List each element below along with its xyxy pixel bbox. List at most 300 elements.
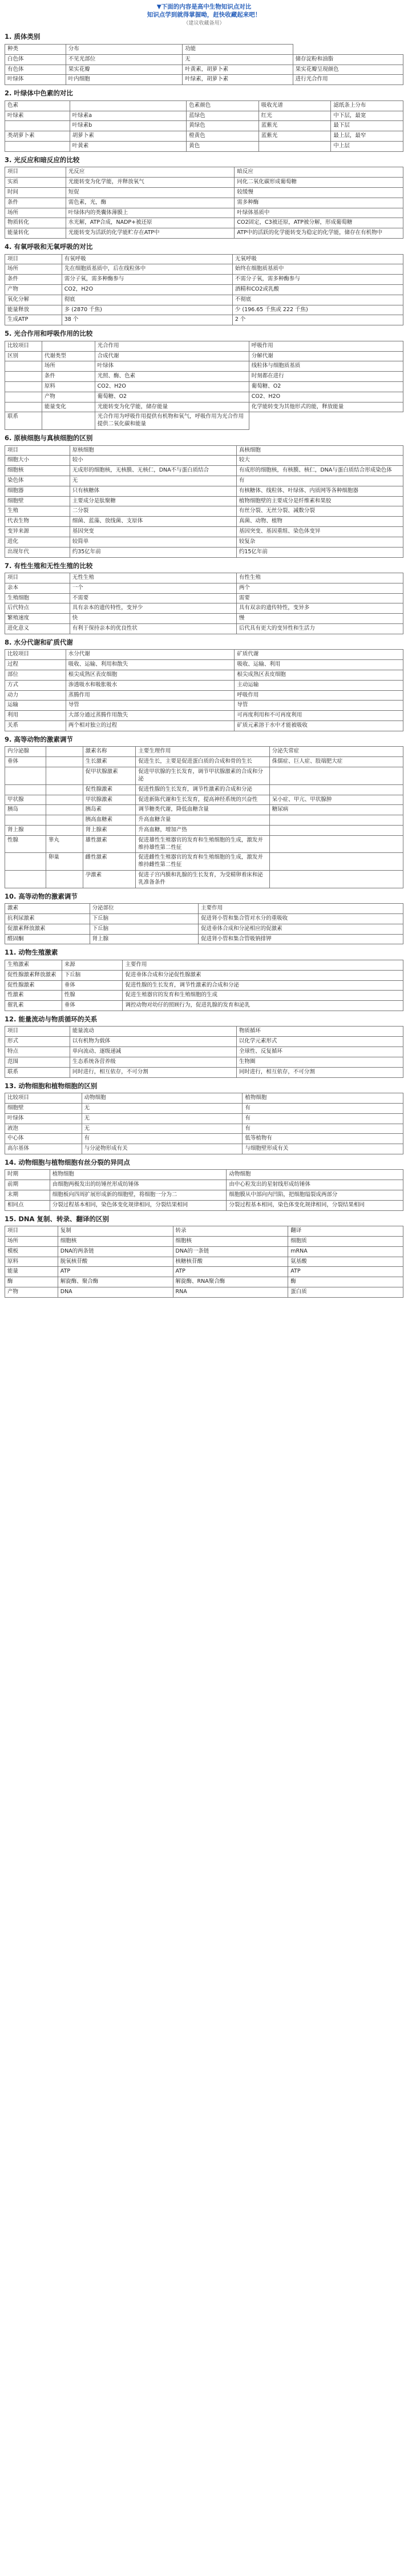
table-row (5, 690, 403, 701)
table-cell: 分泌部位 (90, 904, 198, 914)
table-cell: 38 个 (62, 315, 232, 325)
table-cell: 主要作用 (123, 960, 403, 970)
table-cell: 细胞板向四周扩展形成新的细胞壁，将细胞一分为二 (50, 1190, 227, 1201)
content-area (0, 29, 408, 1297)
table-cell: 具有亲本的遗传特性，变异少 (70, 603, 236, 614)
table-cell: 呼吸作用 (235, 690, 403, 701)
table-cell: 能量 (5, 1267, 58, 1277)
table-cell: 慢 (236, 614, 403, 624)
table-cell: 分布 (66, 45, 182, 55)
table-cell: ATP (58, 1267, 173, 1277)
table-cell: 红光 (258, 111, 331, 121)
table-row (5, 757, 403, 767)
table-cell: 细胞壁 (5, 496, 70, 506)
table-cell (269, 853, 403, 871)
table-cell: 能量释放 (5, 305, 62, 315)
table-cell: 肾上腺 (5, 825, 46, 835)
table-cell: 葡萄糖、O2 (95, 392, 249, 402)
table-cell: 进化 (5, 537, 70, 547)
table-row (5, 1001, 403, 1011)
table-cell: 细胞核 (5, 466, 70, 476)
table-cell: 动物细胞 (82, 1093, 243, 1104)
table-cell: 功能 (183, 45, 293, 55)
table-cell: 条件 (5, 198, 66, 208)
table-cell: CO2、H2O (95, 382, 249, 392)
table-cell: 中心体 (5, 1134, 82, 1144)
table-cell: 只有核糖体 (70, 486, 236, 496)
table-cell: 实质 (5, 178, 66, 188)
table-cell: 约35亿年前 (70, 547, 236, 557)
table-cell: 能量流动 (70, 1027, 236, 1037)
table-row (5, 412, 403, 430)
table-cell: 细胞膜从中部向内凹陷，把细胞缢裂成两部分 (227, 1190, 403, 1201)
table-row (5, 315, 403, 325)
table-row (5, 547, 403, 557)
table-cell: 肾上腺素 (83, 825, 136, 835)
table-row (5, 1180, 403, 1190)
table-cell: 比较项目 (5, 341, 42, 351)
table-cell: 滤纸条上分布 (331, 100, 403, 111)
table-cell: 叶黄素 (70, 142, 186, 152)
table-cell (269, 825, 403, 835)
table-cell: 吸收、运输、利用 (235, 660, 403, 670)
table-row (5, 1200, 403, 1210)
table-cell (42, 412, 95, 430)
section-9 (5, 731, 403, 888)
table-row (5, 517, 403, 527)
table-cell: 亲本 (5, 583, 70, 593)
table-cell: 生殖激素 (5, 960, 62, 970)
table-cell: 植物细胞 (50, 1170, 227, 1180)
table-cell: 不需分子氧，需多种酶参与 (232, 275, 403, 285)
table-cell: 两个相对独立的过程 (66, 721, 235, 731)
table-row (5, 970, 403, 980)
section-title: 7. 有性生殖和无性生殖的比较 (5, 561, 93, 570)
table-cell: 侏儒症、巨人症、肢端肥大症 (269, 757, 403, 767)
table-cell: 无 (70, 476, 236, 486)
table-cell: 导管 (235, 701, 403, 711)
table-cell: 甲状腺 (5, 795, 46, 805)
table-cell: 促进肾小管和集合管对水分的重吸收 (199, 913, 403, 924)
comparison-table (5, 44, 403, 85)
section-11 (5, 944, 403, 1011)
table-row (5, 1103, 403, 1113)
table-row (5, 815, 403, 826)
table-cell: 升高血糖含量 (136, 815, 269, 826)
table-cell: 促进肾小管和集合管吸钠排钾 (199, 934, 403, 944)
table-row (5, 721, 403, 731)
table-cell: CO2，H2O (62, 284, 232, 295)
table-cell: 利用 (5, 711, 66, 721)
table-cell: 渗透吸水和吸胀吸水 (66, 680, 235, 690)
comparison-table (5, 1226, 403, 1298)
table-cell: 同时进行，相互依存，不可分割 (70, 1067, 236, 1077)
table-cell: 叶绿体 (5, 1113, 82, 1124)
table-cell: 升高血糖，增加产热 (136, 825, 269, 835)
table-cell: 有色体 (5, 65, 66, 75)
table-cell: 胰高血糖素 (83, 815, 136, 826)
table-header-row (5, 960, 403, 970)
table-cell: 垂体 (62, 980, 123, 991)
table-cell: 高尔基体 (5, 1144, 82, 1154)
table-cell: 物质转化 (5, 218, 66, 228)
table-cell: 项目 (5, 445, 70, 456)
table-cell: 少 (196.65 千焦或 222 千焦) (232, 305, 403, 315)
table-cell: 生殖细胞 (5, 593, 70, 603)
table-cell: 促性腺激素 (5, 980, 62, 991)
table-cell: 进化意义 (5, 624, 70, 634)
section-8 (5, 634, 403, 731)
table-cell: 全球性、反复循环 (236, 1047, 403, 1057)
table-row (5, 65, 403, 75)
table-cell (269, 784, 403, 795)
table-cell: 主要生理作用 (136, 747, 269, 757)
comparison-table (5, 1026, 403, 1077)
table-row (5, 456, 403, 466)
table-cell: 繁殖速度 (5, 614, 70, 624)
table-cell: 需分子氧，需多种酶参与 (62, 275, 232, 285)
table-cell: 场所 (5, 208, 66, 218)
table-cell: 下丘脑 (90, 913, 198, 924)
table-row (5, 275, 403, 285)
table-cell: 分裂过程基本相同，染色体变化规律相同，分裂结果相同 (227, 1200, 403, 1210)
table-cell: ATP (173, 1267, 288, 1277)
table-cell: 不见光部位 (66, 54, 182, 65)
table-cell: 需要 (236, 593, 403, 603)
table-cell: 有 (243, 1103, 403, 1113)
table-cell (5, 361, 42, 372)
table-cell: 蓝紫光 (258, 121, 331, 131)
table-cell: 以化学元素形式 (236, 1037, 403, 1047)
table-cell: 不需要 (70, 593, 236, 603)
table-cell: 区别 (5, 351, 42, 361)
table-cell: 呼吸作用 (249, 341, 403, 351)
table-cell: 促进性腺的生长发育，调节性激素的合成和分泌 (123, 980, 403, 991)
table-row (5, 583, 403, 593)
table-cell: 由中心粒发出的星射线形成纺锤体 (227, 1180, 403, 1190)
table-cell: 单向流动、逐级递减 (70, 1047, 236, 1057)
table-cell: 色素 (5, 100, 70, 111)
table-cell: 大部分通过蒸腾作用散失 (66, 711, 235, 721)
table-cell: 植物细胞 (243, 1093, 403, 1104)
table-cell: 葡萄糖、O2 (249, 382, 403, 392)
table-cell: 有丝分裂、无丝分裂、减数分裂 (236, 506, 403, 517)
table-cell: 黄色 (187, 142, 259, 152)
table-cell: 相同点 (5, 1200, 50, 1210)
table-cell: 合成代谢 (95, 351, 249, 361)
table-cell: 二分裂 (70, 506, 236, 517)
table-row (5, 1037, 403, 1047)
table-row (5, 603, 403, 614)
table-cell: 导管 (66, 701, 235, 711)
table-cell: 无 (82, 1103, 243, 1113)
table-cell: 生长激素 (83, 757, 136, 767)
table-cell: 叶绿素b (70, 121, 186, 131)
table-cell: 有核糖体、线粒体、叶绿体、内质网等各种细胞器 (236, 486, 403, 496)
table-cell: 部位 (5, 670, 66, 681)
table-cell (46, 784, 83, 795)
table-row (5, 680, 403, 690)
table-cell: 较缓慢 (235, 187, 403, 198)
table-cell: 脱氧核苷酸 (58, 1257, 173, 1267)
table-cell: 可再度利用和不可再度利用 (235, 711, 403, 721)
table-cell: 调节糖类代谢，降低血糖含量 (136, 805, 269, 815)
table-cell: 产物 (42, 392, 95, 402)
table-cell: ATP (288, 1267, 403, 1277)
table-cell: 进行光合作用 (293, 75, 403, 85)
table-cell (5, 392, 42, 402)
table-cell: 前期 (5, 1180, 50, 1190)
table-cell: 白色体 (5, 54, 66, 65)
table-row (5, 1047, 403, 1057)
table-cell (258, 142, 331, 152)
table-cell: 催乳素 (5, 1001, 62, 1011)
table-cell: 最下层 (331, 121, 403, 131)
table-cell: 条件 (42, 372, 95, 382)
table-header-row (5, 254, 403, 264)
table-cell: 垂体 (5, 757, 46, 767)
table-cell: 性激素 (5, 991, 62, 1001)
section-title: 10. 高等动物的激素调节 (5, 892, 78, 900)
table-cell: 孕激素 (83, 871, 136, 888)
section-title: 6. 原核细胞与真核细胞的区别 (5, 434, 93, 442)
table-cell (42, 341, 95, 351)
table-header-row (5, 1093, 403, 1104)
table-cell: 光能转变为化学能，并释放氧气 (66, 178, 235, 188)
table-cell: 解旋酶、聚合酶 (58, 1277, 173, 1287)
table-cell (5, 121, 70, 131)
table-cell (5, 382, 42, 392)
table-cell: 无性生殖 (70, 573, 236, 583)
table-header-row (5, 100, 403, 111)
table-cell: 根尖成熟区表皮细胞 (235, 670, 403, 681)
table-cell: 有 (236, 476, 403, 486)
table-cell: 种类 (5, 45, 66, 55)
table-cell: 2 个 (232, 315, 403, 325)
table-cell: ATP中的活跃的化学能转变为稳定的化学能，储存在有机物中 (235, 228, 403, 239)
table-cell: 细胞质 (288, 1237, 403, 1247)
comparison-table (5, 649, 403, 731)
table-row (5, 1190, 403, 1201)
table-cell: 基因突变、基因重组、染色体变异 (236, 527, 403, 537)
table-cell: DNA (58, 1287, 173, 1298)
section-4 (5, 239, 403, 325)
table-cell: 主要成分是肽聚糖 (70, 496, 236, 506)
table-cell: 较复杂 (236, 537, 403, 547)
table-cell: 较简单 (70, 537, 236, 547)
table-row (5, 142, 403, 152)
table-cell: 雌性激素 (83, 853, 136, 871)
table-cell: 能量转化 (5, 228, 66, 239)
table-row (5, 660, 403, 670)
table-row (5, 614, 403, 624)
table-cell: 分泌失常症 (269, 747, 403, 757)
table-cell: 酒精和CO2或乳酸 (232, 284, 403, 295)
table-cell: 项目 (5, 167, 66, 178)
table-cell: 水分代谢 (66, 650, 235, 660)
table-cell: 细胞壁 (5, 1103, 82, 1113)
table-cell: 动力 (5, 690, 66, 701)
table-row (5, 825, 403, 835)
table-cell: 细菌、蓝藻、放线菌、支原体 (70, 517, 236, 527)
table-cell: 时间 (5, 187, 66, 198)
table-row (5, 1057, 403, 1067)
table-cell: 蓝绿色 (187, 111, 259, 121)
table-cell: 较小 (70, 456, 236, 466)
table-row (5, 1246, 403, 1257)
table-cell: 叶绿素a (70, 111, 186, 121)
table-cell: 同化二氧化碳形成葡萄糖 (235, 178, 403, 188)
table-row (5, 711, 403, 721)
table-cell: 同时进行，相互依存，不可分割 (236, 1067, 403, 1077)
table-cell: 需多种酶 (235, 198, 403, 208)
table-cell (5, 142, 70, 152)
table-cell: 原核细胞 (70, 445, 236, 456)
table-cell (5, 815, 46, 826)
table-cell: 特点 (5, 1047, 70, 1057)
table-cell: 翻译 (288, 1226, 403, 1237)
table-cell: 中上层 (331, 142, 403, 152)
table-cell: 场所 (5, 1237, 58, 1247)
comparison-table (5, 100, 403, 152)
table-row (5, 767, 403, 785)
table-cell (5, 853, 46, 871)
comparison-table (5, 573, 403, 634)
table-header-row (5, 1170, 403, 1180)
table-cell: 需色素，光，酶 (66, 198, 235, 208)
table-cell: 代表生物 (5, 517, 70, 527)
table-cell: CO2、H2O (249, 392, 403, 402)
table-row (5, 402, 403, 412)
table-cell: 细胞大小 (5, 456, 70, 466)
table-cell: 叶绿素 (5, 111, 70, 121)
header-banner (0, 0, 408, 29)
table-cell: 垂体 (62, 1001, 123, 1011)
table-cell: 光合作用为呼吸作用提供有机物和氧气，呼吸作用为光合作用提供二氧化碳和能量 (95, 412, 249, 430)
table-cell: 叶黄素，胡萝卜素 (183, 65, 293, 75)
table-cell: 氨基酸 (288, 1257, 403, 1267)
table-row (5, 131, 403, 142)
comparison-table (5, 960, 403, 1011)
section-1 (5, 29, 403, 85)
table-cell: 有性生殖 (236, 573, 403, 583)
table-cell: 关系 (5, 721, 66, 731)
table-row (5, 506, 403, 517)
table-cell: 叶绿体基质中 (235, 208, 403, 218)
table-cell: 胡萝卜素 (70, 131, 186, 142)
table-cell: 线粒体与细胞质基质 (249, 361, 403, 372)
table-row (5, 1287, 403, 1298)
section-title: 11. 动物生殖激素 (5, 948, 58, 957)
table-cell: 条件 (5, 275, 62, 285)
section-title: 15. DNA 复制、转录、翻译的区别 (5, 1214, 109, 1223)
table-cell: 转录 (173, 1226, 288, 1237)
table-cell: 叶内细胞 (66, 75, 182, 85)
section-7 (5, 558, 403, 634)
table-cell: 下丘脑 (90, 924, 198, 934)
table-cell: 叶绿体 (95, 361, 249, 372)
table-cell: 呆小症、甲亢、甲状腺肿 (269, 795, 403, 805)
table-header-row (5, 445, 403, 456)
table-cell: 有 (243, 1113, 403, 1124)
table-cell: 始终在细胞质基质中 (232, 264, 403, 275)
table-cell: 联系 (5, 412, 42, 430)
table-header-row (5, 747, 403, 757)
section-title: 13. 动物细胞和植物细胞的区别 (5, 1081, 98, 1090)
table-row (5, 924, 403, 934)
table-cell: 根尖成熟区表皮细胞 (66, 670, 235, 681)
table-cell: 矿质代谢 (235, 650, 403, 660)
table-cell: 叶绿体内的类囊体薄膜上 (66, 208, 235, 218)
table-cell: RNA (173, 1287, 288, 1298)
table-row (5, 295, 403, 305)
table-cell: 彻底 (62, 295, 232, 305)
table-cell: 醛固酮 (5, 934, 90, 944)
table-row (5, 1144, 403, 1154)
section-title: 12. 能量流动与物质循环的关系 (5, 1015, 98, 1023)
section-14 (5, 1154, 403, 1211)
table-row (5, 795, 403, 805)
table-cell: 复制 (58, 1226, 173, 1237)
table-cell: 促激素释放激素 (5, 924, 90, 934)
table-cell: 有利于保持亲本的优良性状 (70, 624, 236, 634)
table-cell: 两个 (236, 583, 403, 593)
table-cell: 物质循环 (236, 1027, 403, 1037)
table-cell (46, 825, 83, 835)
table-header-row (5, 650, 403, 660)
table-cell: 联系 (5, 1067, 70, 1077)
section-title: 3. 光反应和暗反应的比较 (5, 155, 80, 164)
table-cell: 最上层，最窄 (331, 131, 403, 142)
table-row (5, 208, 403, 218)
table-header-row (5, 573, 403, 583)
table-row (5, 305, 403, 315)
comparison-table (5, 746, 403, 888)
section-3 (5, 152, 403, 239)
table-cell: 项目 (5, 573, 70, 583)
table-cell: 场所 (42, 361, 95, 372)
table-row (5, 75, 403, 85)
section-title: 14. 动物细胞与植物细胞有丝分裂的异同点 (5, 1158, 130, 1166)
table-cell (46, 805, 83, 815)
table-cell: 真菌、动物、植物 (236, 517, 403, 527)
table-row (5, 218, 403, 228)
table-cell: 短促 (66, 187, 235, 198)
comparison-table (5, 445, 403, 558)
table-cell: 后代具有更大的变异性和生活力 (236, 624, 403, 634)
banner-line3: （建议收藏备用） (183, 21, 225, 27)
table-cell (5, 784, 46, 795)
table-cell: 果实花瓣 (66, 65, 182, 75)
table-cell: 胰岛素 (83, 805, 136, 815)
table-cell: 肾上腺 (90, 934, 198, 944)
table-row (5, 934, 403, 944)
table-cell: 蛋白质 (288, 1287, 403, 1298)
table-cell: 细胞核 (58, 1237, 173, 1247)
table-row (5, 670, 403, 681)
table-cell: 无成形的细胞核，无核膜、无核仁，DNA不与蛋白质结合 (70, 466, 236, 476)
table-row (5, 913, 403, 924)
table-cell: 甲状腺激素 (83, 795, 136, 805)
table-cell: 有成形的细胞核，有核膜、核仁，DNA与蛋白质结合形成染色体 (236, 466, 403, 476)
table-row (5, 228, 403, 239)
table-row (5, 624, 403, 634)
table-cell: 先在细胞质基质中，后在线粒体中 (62, 264, 232, 275)
table-row (5, 476, 403, 486)
table-cell: 无 (82, 1113, 243, 1124)
table-cell: 项目 (5, 1027, 70, 1037)
comparison-table (5, 341, 403, 430)
